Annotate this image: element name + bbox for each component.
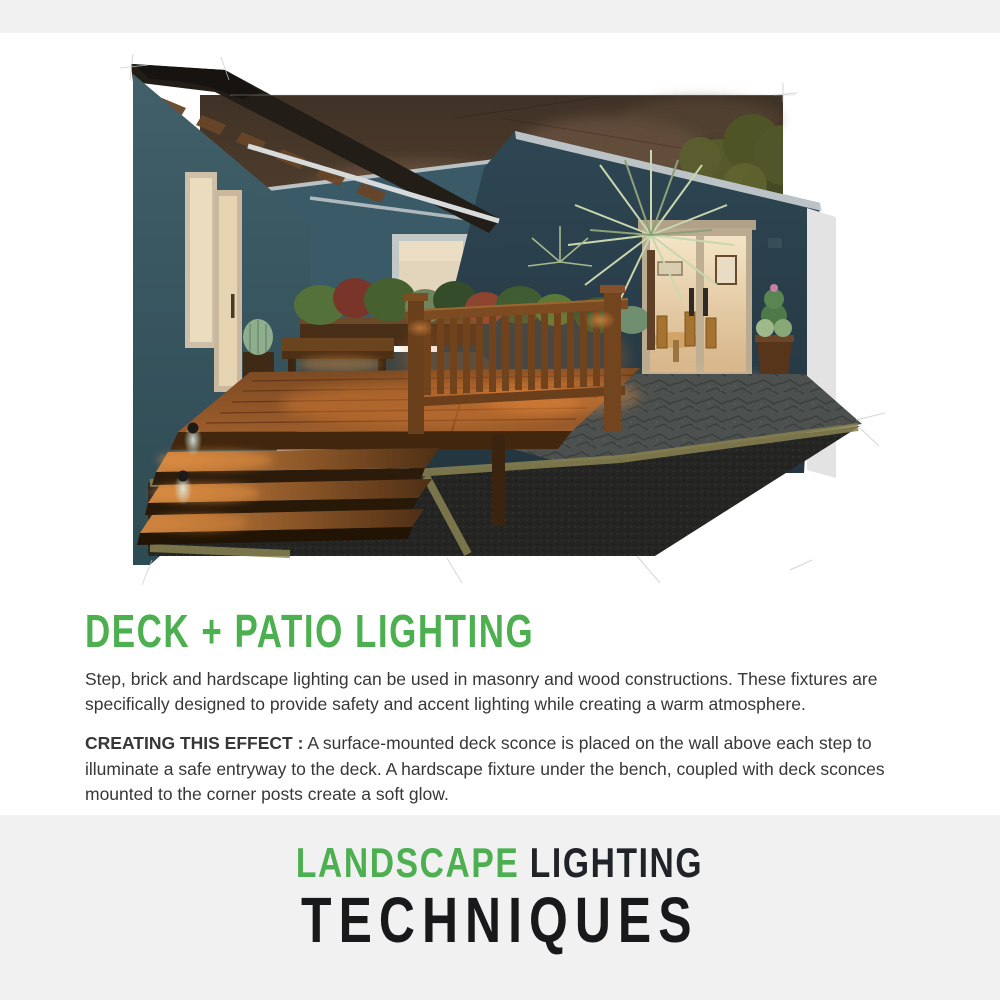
- intro-paragraph: Step, brick and hardscape lighting can be used in masonry and wood constructions. These fixtures are specifically designed to provide safety and accent lighting while creating a warm atmosphere.: [85, 668, 878, 715]
- brand-word-lighting: LIGHTING: [530, 839, 704, 886]
- effect-paragraph: [85, 731, 937, 808]
- effect-text: A surface-mounted deck sconce is placed on the wall above each step to illuminate a safe entryway to the deck. A hardscape fixture under the bench, coupled with deck sconces mounted to the corner posts create a soft glow.: [85, 733, 885, 805]
- footer-brand-band: [0, 815, 1000, 1000]
- brand-line-2: [0, 884, 1000, 956]
- article-section: [85, 606, 935, 808]
- page-title: DECK + PATIO LIGHTING: [85, 605, 535, 657]
- effect-label: CREATING THIS EFFECT :: [85, 733, 304, 754]
- brand-word-landscape: LANDSCAPE: [296, 839, 520, 886]
- brand-line-1: [0, 839, 1000, 886]
- brand-word-techniques: TECHNIQUES: [301, 884, 699, 956]
